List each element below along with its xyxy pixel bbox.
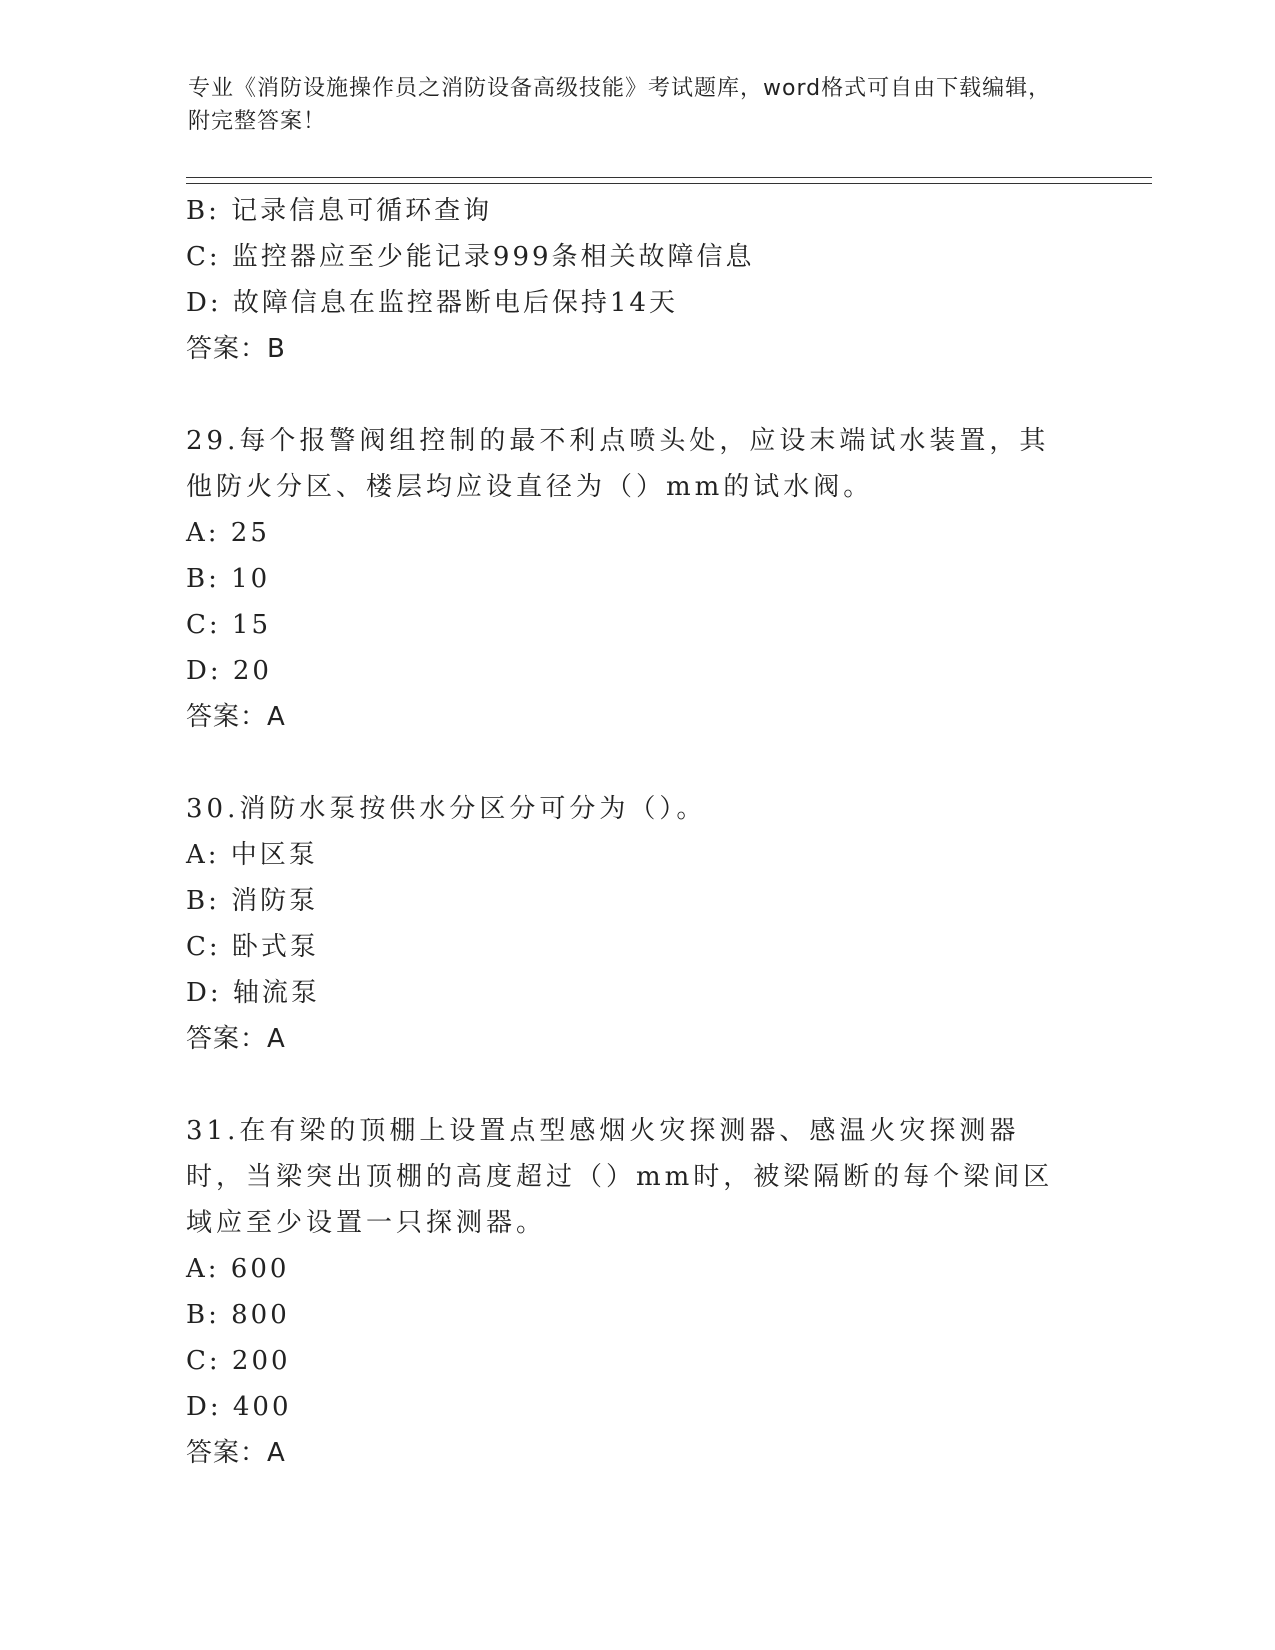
option-c: C: 15 bbox=[186, 610, 272, 640]
option-a: A: 中区泵 bbox=[186, 840, 318, 870]
header-divider bbox=[186, 177, 1152, 184]
previous-question-tail bbox=[186, 188, 1086, 372]
option-d: D: 轴流泵 bbox=[186, 978, 320, 1008]
answer-line: 答案：A bbox=[186, 702, 286, 732]
question-text: 31.在有梁的顶棚上设置点型感烟火灾探测器、感温火灾探测器时，当梁突出顶棚的高度超过（）mm时，被梁隔断的每个梁间区域应至少设置一只探测器。 bbox=[186, 1116, 1054, 1238]
option-b: B: 10 bbox=[186, 564, 271, 594]
option-a: A: 600 bbox=[186, 1254, 290, 1284]
option-a: A: 25 bbox=[186, 518, 270, 548]
question-list bbox=[186, 188, 1086, 1522]
option-c: C: 200 bbox=[186, 1346, 291, 1376]
document-header bbox=[188, 72, 1068, 138]
option-c: C: 卧式泵 bbox=[186, 932, 319, 962]
option-b: B: 消防泵 bbox=[186, 886, 319, 916]
question-text: 30.消防水泵按供水分区分可分为（）。 bbox=[186, 794, 707, 824]
option-b: B: 800 bbox=[186, 1300, 290, 1330]
option-d: D: 20 bbox=[186, 656, 272, 686]
answer-line: 答案：B bbox=[186, 334, 286, 364]
question-31 bbox=[186, 1108, 1086, 1476]
answer-line: 答案：A bbox=[186, 1024, 286, 1054]
option-d: D: 400 bbox=[186, 1392, 292, 1422]
question-30 bbox=[186, 786, 1086, 1062]
option-b: B: 记录信息可循环查询 bbox=[186, 196, 493, 226]
option-c: C: 监控器应至少能记录999条相关故障信息 bbox=[186, 242, 755, 272]
question-text: 29.每个报警阀组控制的最不利点喷头处，应设末端试水装置，其他防火分区、楼层均应设直径为（）mm的试水阀。 bbox=[186, 426, 1050, 502]
answer-line: 答案：A bbox=[186, 1438, 286, 1468]
option-d: D: 故障信息在监控器断电后保持14天 bbox=[186, 288, 678, 318]
question-29 bbox=[186, 418, 1086, 740]
header-text: 专业《消防设施操作员之消防设备高级技能》考试题库，word格式可自由下载编辑，附完整答案！ bbox=[188, 76, 1052, 134]
